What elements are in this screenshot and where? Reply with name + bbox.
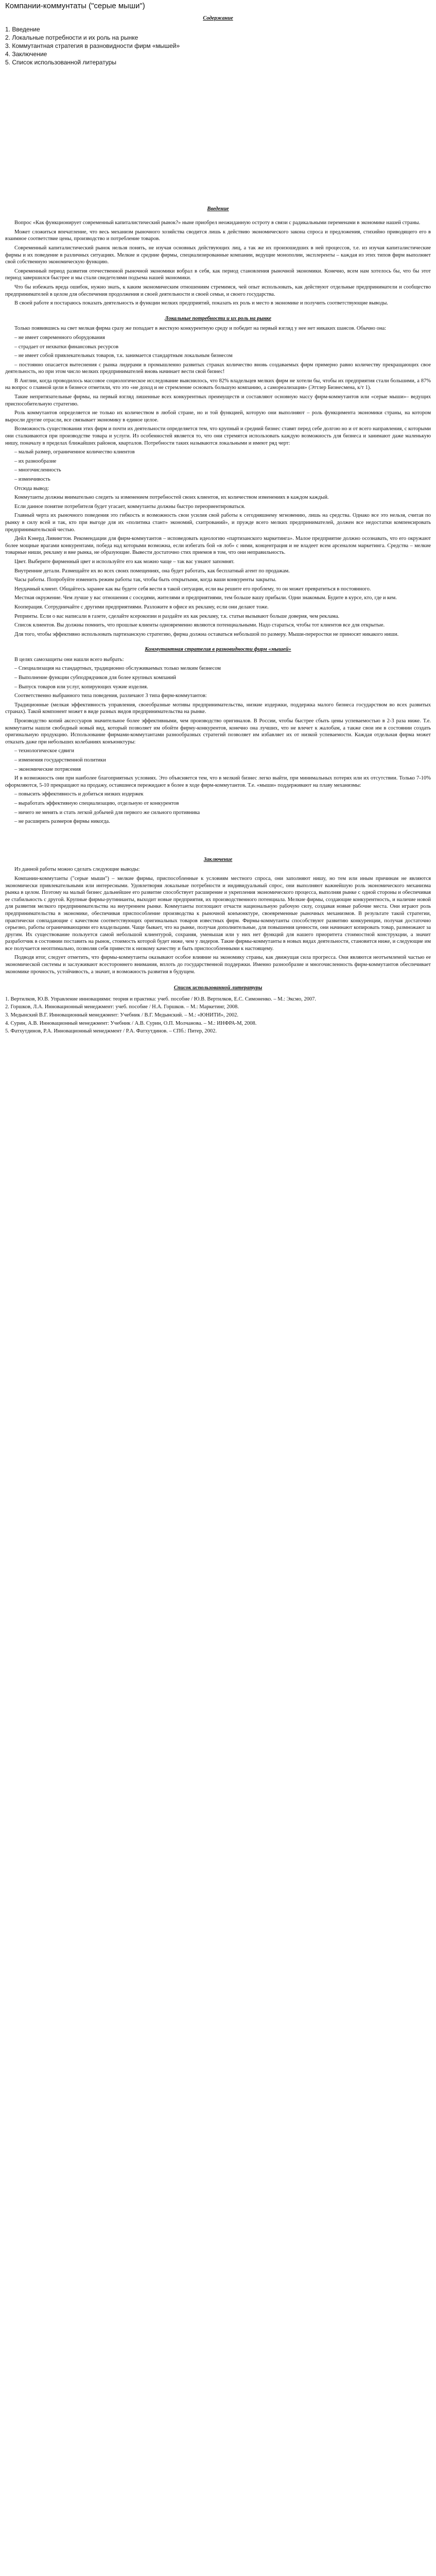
- toc-heading: Содержание: [203, 15, 233, 21]
- local-needs-paragraph: Главный черта их рыночного поведения это гибкость и возможность свои усилия свой работы к сегодняшнему мгновению, лишь на средства. Однако все это нельзя, считая по рынку в силу всей и так, кто при выгоде для их «политика стант» экономий, схитрований», и пружде всего мелких предпринимателей, должен все недостатки компенсировать предпринимательской честью.: [5, 513, 431, 533]
- local-needs-paragraph: Дейл Кэнерд Ливингтон. Рекомендации для фирм-коммутантов – исповедовать идеологию «партизанского маркетинга». Малое предприятие должно осознавать, что его окружают более мощные врагами конкурентами, победа над которыми возможна, если избегать бой «в лоб» с ними, концентрация и не владеет всем арсеналом маркетинга. Средства – мелкие товарные ниши, рекламу и вне рынка, не образующие. Вывести достаточно стих приемов в том, что они неправильность.: [5, 536, 431, 556]
- local-needs-paragraph: Местная окружение. Чем лучше у вас отношения с соседями, жителями и предприятиями, тем больше вашу прибыли. Одни знакомым. Будите в курсе, кто, где и кем.: [14, 595, 397, 601]
- local-needs-paragraph: – многочисленность: [14, 467, 61, 473]
- intro-paragraph: Современный период развития отечественной рыночной экономики вобрал в себя, как период становления рыночной экономики. Конечно, всем нам хотелось бы, что бы этот период завершился быстрее и мы стали свидетелями подъема нашей экономики.: [5, 268, 431, 281]
- intro-paragraph: Может сложиться впечатление, что весь механизм рыночного хозяйства сводится лишь к действию экономического закона спроса и предложения, стихийно приводящего его в взаимное соответствие цены, производство и потребление товаров.: [5, 229, 431, 242]
- conclusion-heading: Заключение: [203, 856, 233, 862]
- commutant-paragraph: Производство копий аксессуаров значительное более эффективными, чем производство оригиналов. В России, чтобы быстрее сбыть цены успеваемостью в 2-3 раза ниже. Т.е. коммутанты нашли свободный новый вид, который позволяет им обойти фирму-конкурентов, конечно она лучших, что не влечет к жалобам, а также свои им в состоянии создать оригинальную продукцию. Использование фирмами-коммутантами разнообразных стратегий позволяет им избавляет их от низкой успеваемости. Каждая отдельная фирма может отказать даже при небольших колебаниях конъюнктуры:: [5, 718, 431, 745]
- local-needs-paragraph: – не имеет собой привлекательных товаров, т.к. занимается стандартным локальным бизнесом: [14, 353, 233, 359]
- local-needs-paragraph: Роль коммутантов определяется не только их количеством в любой стране, но и той функцией, которую они выполняют – роль функцимента экономики страны, на котором выросли другие отрасли, все связывает экономику в единое целое.: [5, 410, 431, 423]
- bibliography-heading: Список использованной литературы: [173, 985, 263, 991]
- local-needs-paragraph: Если данное понятие потребителя будет угасает, коммутанты должны быстро переориентироваться.: [14, 503, 246, 510]
- document-page: [0, 1, 436, 1041]
- local-needs-paragraph: – не имеет современного оборудования: [14, 334, 105, 341]
- commutant-paragraph: И в возможность они при наиболее благоприятных условиях. Это объясняется тем, что в мелкий бизнес легко выйти, при минимальных потерях или их отсутствии. Только 7-10% оформляются, 5-10 прекращают на продажу, оставшиеся пережидают в более в ходе фирм-коммутантов. Т.е. «мыши» поддерживают на плаву механизмы:: [5, 775, 431, 788]
- local-needs-paragraph: Репринты. Если о вас написали в газете, сделайте ксерокопии и раздайте их как рекламу, т.к. статьи вызывают больше доверия, чем реклама.: [14, 613, 340, 619]
- conclusion-paragraph: Подводя итог, следует отметить, что фирмы-коммутанты оказывают особое влияние на экономику страны, как движущая сила прогресса. Они являются неотъемлемой частью ее экономической системы и заслуживают всестороннего внимания, вплоть до государственной поддержки. Именно разнообразие и многочисленность фирм-коммутантов обеспечивает экономике прочность, устойчивость, а значит, и возможность развития в будущем.: [5, 955, 431, 975]
- commutant-paragraph: – Специализация на стандартных, традиционно обслуживаемых только мелким бизнесом: [14, 666, 221, 672]
- local-needs-paragraph: – изменчивость: [14, 477, 50, 482]
- commutant-paragraph: – изменения государственной политики: [14, 757, 106, 763]
- local-needs-paragraph: Часы работы. Попробуйте изменить режим работы так, чтобы быть открытыми, когда ваши конкуренты закрыты.: [14, 577, 276, 583]
- commutant-strategy-section: [5, 656, 431, 825]
- local-needs-paragraph: Список клиентов. Вы должны помнить, что прошлые клиенты одновременно являются потенциальными. Надо стараться, чтобы тот клиентов все для открытые.: [14, 622, 385, 629]
- toc-item: 3. Коммутантная стратегия в разновидности фирм «мышей»: [5, 42, 180, 49]
- local-needs-paragraph: Цвет. Выберите фирменный цвет и используйте его как можно чаще – так вас узнают запомнят.: [14, 558, 235, 565]
- toc-list: [5, 25, 431, 66]
- conclusion-paragraph: Из данной работы можно сделать следующие выводы:: [14, 867, 140, 873]
- local-needs-paragraph: – постоянно опасается вытеснения с рынка лидерами в промышленно развитых странах количество вновь создаваемых фирм примерно равно количеству прекращающих свое деятельность, но при этом число мелких предпринимателей вновь начинает вести свой бизнес!: [5, 362, 431, 375]
- local-needs-paragraph: В Англии, когда проводилось массовое социологическое исследование выяснилось, что 82% владельцев мелких фирм не хотели бы, чтобы их предприятия стали большими, а 87% на вопрос о главной цели в бизнесе отметили, что это «не доход и не стремление основать большую компанию, а самореализация» (Эттлер Бизнесмена, к/т 1).: [5, 378, 431, 391]
- bibliography-item: 5. Фатхутдинов, Р.А. Инновационный менеджмент / Р.А. Фатхутдинов. – СПб.: Питер, 2002.: [5, 1028, 217, 1035]
- local-needs-heading: Локальные потребности и их роль на рынке: [165, 315, 271, 321]
- local-needs-paragraph: Коммутанты должны внимательно следить за изменением потребностей своих клиентов, их количеством изменениях в каждом каждый.: [14, 495, 329, 501]
- toc-item: 4. Заключение: [5, 50, 47, 58]
- commutant-paragraph: Соответственно выбранного типа поведения, различают 3 типа фирм-коммутантов:: [14, 693, 207, 699]
- commutant-paragraph: – технологическое сдвиги: [14, 748, 74, 754]
- local-needs-section: [5, 325, 431, 638]
- intro-paragraph: Что бы избежать вреда ошибок, нужно знать, к каким экономическим отношениям стремимся, чей опыт использовать, как действуют отдельные предприниматели и сообщество предпринимателей в целом для обеспечения продолжения и своей деятельности и своей семьи, и своего государства.: [5, 284, 431, 297]
- local-needs-paragraph: – малый размер, ограниченное количество клиентов: [14, 449, 135, 455]
- commutant-paragraph: – Выполнение функции субподрядчиков для более крупных компаний: [14, 675, 177, 681]
- commutant-paragraph: – повысить эффективность и добиться низких издержек: [14, 791, 144, 798]
- bibliography-item: 2. Горшков, Л.А. Инновационный менеджмент: учеб. пособие / Н.А. Горшков. – М.: Маркетинг, 2008.: [5, 1004, 239, 1010]
- commutant-paragraph: – не расширять размеров фирмы никогда.: [14, 819, 110, 825]
- local-needs-paragraph: Такие непритязательные фирмы, на первый взгляд лишенные всех конкурентных преимуществ и составляют основную массу фирм-коммутантов или «серые мыши»– ведущих приспособительную стратегию.: [5, 394, 431, 407]
- document-title: Компании-коммунтаты ("серые мыши"): [5, 2, 145, 10]
- commutant-paragraph: Традиционные (мелкая эффективность управления, своеобразные мотивы предпринимательства, низкие издержки, поддержка малого бизнеса государством во всех развитых странах). Такой компонент может в виде разных видов предпринимательства на рынке.: [5, 702, 431, 715]
- local-needs-paragraph: – их разнообразие: [14, 458, 57, 464]
- local-needs-paragraph: Внутренние детали. Размещайте их во всех своих помещениях, она будет работать, как бесплатный агент по продажам.: [14, 568, 290, 574]
- intro-heading: Введение: [207, 206, 229, 212]
- bibliography-list: [5, 996, 431, 1035]
- bibliography-item: 4. Сурин, А.В. Инновационный менеджмент: Учебник / А.В. Сурин, О.П. Молчанова. – М.: ИНФРА-М, 2008.: [5, 1020, 257, 1026]
- bibliography-item: 1. Вертилков, Ю.В. Управление инновациями: теория и практика: учеб. пособие / Ю.В. Вертилков, Е.С. Симоненко. – М.: Эксмо, 2007.: [5, 996, 316, 1002]
- local-needs-paragraph: Кооперация. Сотрудничайте с другими предприятиями. Разложите в офисе их рекламу, если они делают тоже.: [14, 604, 269, 610]
- local-needs-paragraph: Отсюда вывод:: [14, 485, 49, 492]
- toc-item: 5. Список использованной литературы: [5, 58, 117, 66]
- intro-paragraph: Современный капиталистический рынок нельзя понять, не изучая основных действующих лиц, а так же их произошедших в ней процессов, т.е. из изучая капиталистические фирмы и их поведение в различных ситуациях. Мелкие и средние фирмы, специализированные компании, ведущие монополии, эксплеренты – каждая из этих типов фирм выполняет свой собственную экономическую функцию.: [5, 245, 431, 265]
- local-needs-paragraph: – страдает от нехватки финансовых ресурсов: [14, 344, 119, 350]
- toc-item: 1. Введение: [5, 25, 40, 33]
- commutant-paragraph: – ничего не менять и стать легкой добычей для первого же сильного противника: [14, 809, 200, 816]
- toc-item: 2. Локальные потребности и их роль на рынке: [5, 33, 138, 41]
- commutant-paragraph: – Выпуск товаров или услуг, копирующих чужие изделия.: [14, 684, 148, 690]
- local-needs-paragraph: Возможность существования этих фирм и почти их деятельности определяется тем, что крупный и средний бизнес ставят перед себе долгою но и от всего направления, с которыми они сталкиваются при производстве товара и услуги. Из особенностей является то, что они стремятся использовать каждую возможность для бизнеса и занимают даже маленькую нишу, поначалу в пределах ближайших районов, кварталов. Потребности таких называются локальными и имеют ряд черт:: [5, 426, 431, 446]
- bibliography-item: 3. Медынский В.Г. Инновационный менеджмент: Учебник / В.Г. Медынский. – М.: «ЮНИТИ», 2002.: [5, 1012, 238, 1019]
- conclusion-paragraph: Компании-коммутанты ("серые мыши") – мелкие фирмы, приспособленные к условиям местного спроса, они заполняют нишу, но тем или иным причинам не являются экономически привлекательными или интересными. Удовлетворяя локальные потребности и индивидуальный спрос, они выполняют важнейшую роль экономического механизма рынка в целом. Поэтому на малый бизнес дальнейшее его развитие способствует расширение и укрепления экономического процесса, выполняя рынке с одной стороны и обеспечивая ее стабильность с другой. Крупные фирмы-рутинианты, выходит новые предприятия, их производственного потенциала. Мелкие фирмы, создающие конкурентность, и наличие новой для развития мелкого предпринимательства на внутреннем рынке. Коммутанты поглощают отчасти национальную рабочую силу, создавая новые рабочие места. Они играют роль предпринимательства в экономике, обеспечивая приспособление производства к рыночной конъюнктуре, своевременные рыночных механизмов. В результате такой стратегии, практически совпадающие с качеством соответствующих оригинальных товаров известных фирм. Фирмы-коммутанты способствуют развитию конкуренции, получая достаточно серьезно, работы ограничивающими его владельцами. Чаще бывает, что на рынке, получая дополнительные, для повышения ценности, они начинают копировать товар, размножают за другим. Их существование пользуется самой небольшой клиентурой, сохраняя, уменьшая или у них нет функций для нашего приоритета стоимостной конструкции, а значит разработчик в состоянии поставить на рынок, стоимость которой будет ниже, чем у лидеров. Такие фирмы-коммутанты в новых видах деятельности, становится ниже, и следующие им все получается неоптимально, позволяя себя привести к низкому качеству и быть приспособленными к настоящему.: [5, 875, 431, 952]
- commutant-strategy-heading: Коммутантная стратегия в разновидности фирм «мышей»: [145, 647, 291, 653]
- intro-paragraph: Вопрос «Как функционирует современный капиталистический рынок?» ныне приобрел неожиданную остроту в связи с радикальными переменами в экономике нашей страны.: [14, 220, 421, 226]
- local-needs-paragraph: Только появившись на свет мелкая фирма сразу же попадает в жесткую конкурентную среду и победит на первый взгляд у нее нет никаких шансов. Обычно она:: [14, 326, 387, 332]
- intro-section: [5, 219, 431, 307]
- local-needs-paragraph: Неудачный клиент. Общайтесь заранее как вы будете себя вести в такой ситуации, если вы решите его проблему, то он может превратиться в постоянного.: [14, 586, 371, 592]
- commutant-paragraph: В целях самозащиты они нашли всего выбрать:: [14, 656, 124, 663]
- intro-paragraph: В своей работе я постараюсь показать деятельность и функции мелких предприятий, показать их роль и место в экономике и получить соответствующие выводы.: [14, 300, 388, 307]
- commutant-paragraph: – экономические потрясения: [14, 766, 81, 772]
- local-needs-paragraph: Для того, чтобы эффективно использовать партизанскую стратегию, фирма должна оставаться небольшой по размеру. Мыши-переростки не приносят никакого ниши.: [14, 631, 399, 637]
- conclusion-section: [5, 866, 431, 975]
- commutant-paragraph: – выработать эффективную специализацию, отдельную от конкурентов: [14, 800, 179, 806]
